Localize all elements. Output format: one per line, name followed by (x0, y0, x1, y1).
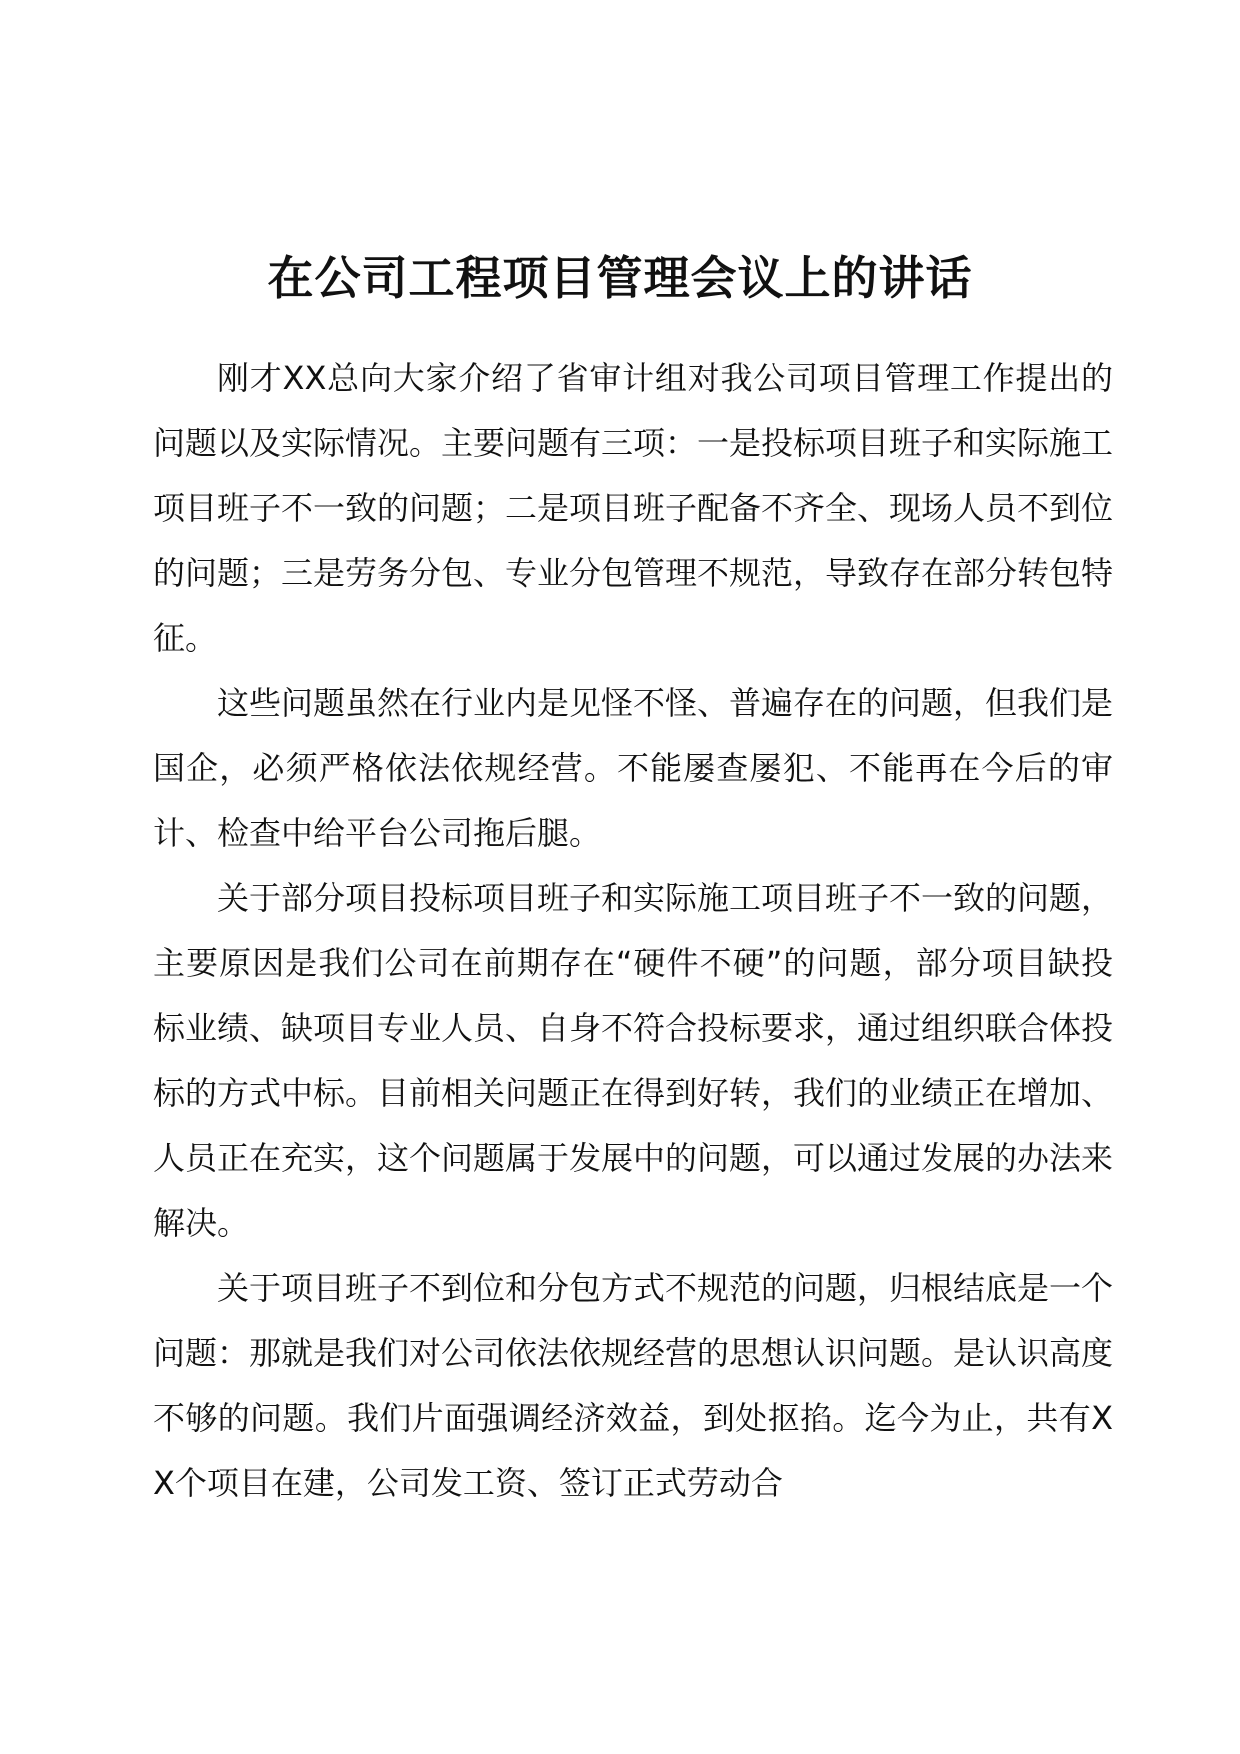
document-body (153, 346, 1113, 1516)
paragraph-4: 关于项目班子不到位和分包方式不规范的问题，归根结底是一个问题：那就是我们对公司依法依规经营的思想认识问题。是认识高度不够的问题。我们片面强调经济效益，到处抠掐。迄今为止，共有XX个项目在建，公司发工资、签订正式劳动合 (153, 1269, 1114, 1502)
document-title: 在公司工程项目管理会议上的讲话 (267, 251, 973, 305)
paragraph-2: 这些问题虽然在行业内是见怪不怪、普遍存在的问题，但我们是国企，必须严格依法依规经营。不能屡查屡犯、不能再在今后的审计、检查中给平台公司拖后腿。 (153, 684, 1114, 852)
paragraph-1: 刚才XX总向大家介绍了省审计组对我公司项目管理工作提出的问题以及实际情况。主要问题有三项：一是投标项目班子和实际施工项目班子不一致的问题；二是项目班子配备不齐全、现场人员不到位的问题；三是劳务分包、专业分包管理不规范，导致存在部分转包特征。 (153, 359, 1114, 657)
paragraph-3: 关于部分项目投标项目班子和实际施工项目班子不一致的问题，主要原因是我们公司在前期存在“硬件不硬”的问题，部分项目缺投标业绩、缺项目专业人员、自身不符合投标要求，通过组织联合体投标的方式中标。目前相关问题正在得到好转，我们的业绩正在增加、人员正在充实，这个问题属于发展中的问题，可以通过发展的办法来解决。 (153, 879, 1114, 1242)
